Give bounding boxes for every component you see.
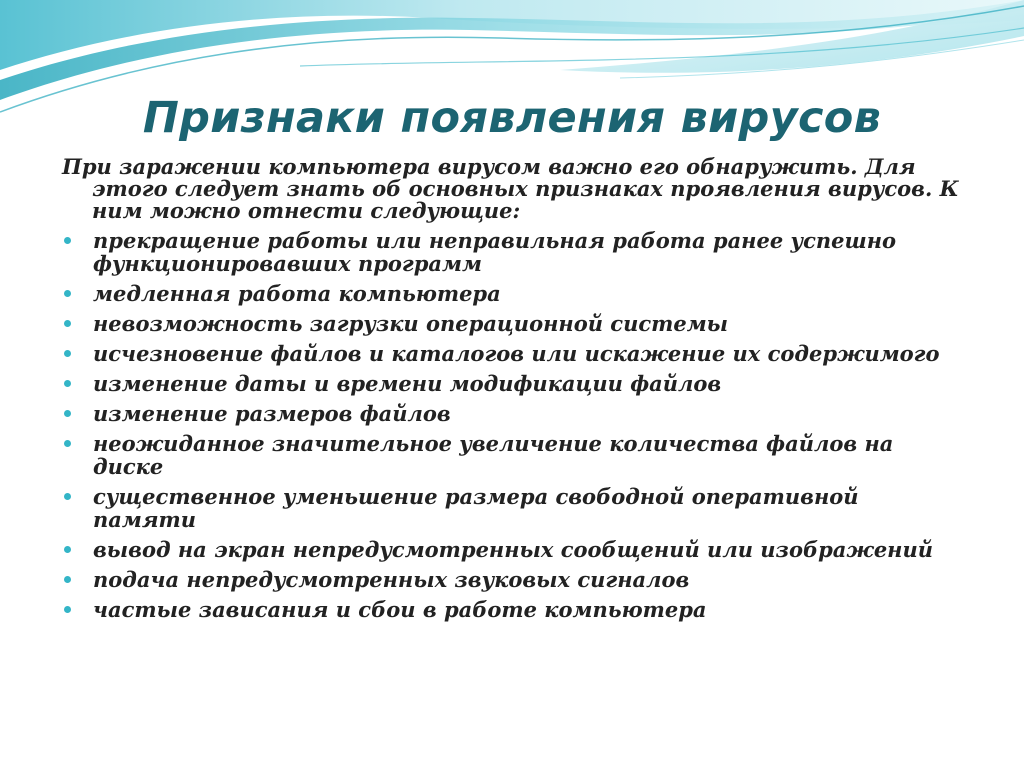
bullet-icon [64,350,71,357]
list-item-text: изменение даты и времени модификации файлов [93,371,722,396]
list-item [62,229,962,275]
bullet-icon [64,493,71,500]
bullet-icon [64,440,71,447]
bullet-icon [64,576,71,583]
list-item [62,342,962,365]
bullet-icon [64,546,71,553]
list-item [62,372,962,395]
bullet-icon [64,320,71,327]
list-item [62,432,962,478]
list-item-text: прекращение работы или неправильная работа ранее успешно функционировавших программ [93,228,897,276]
list-item-text: неожиданное значительное увеличение количества файлов на диске [93,431,894,479]
list-item-text: медленная работа компьютера [93,281,501,306]
list-item-text: подача непредусмотренных звуковых сигналов [93,567,690,592]
slide-body [62,156,962,621]
list-item [62,568,962,591]
bullet-icon [64,606,71,613]
bullet-icon [64,290,71,297]
slide-title: Признаки появления вирусов [142,93,882,143]
list-item-text: изменение размеров файлов [93,401,451,426]
list-item [62,282,962,305]
list-item [62,538,962,561]
list-item-text: частые зависания и сбои в работе компьютера [93,597,707,622]
list-item-text: существенное уменьшение размера свободной оперативной памяти [93,484,859,532]
list-item [62,402,962,425]
list-item [62,312,962,335]
bullet-icon [64,410,71,417]
list-item [62,485,962,531]
list-item-text: невозможность загрузки операционной системы [93,311,729,336]
symptom-list [62,229,962,621]
list-item-text: вывод на экран непредусмотренных сообщений или изображений [93,537,934,562]
list-item-text: исчезновение файлов и каталогов или искажение их содержимого [93,341,940,366]
list-item [62,598,962,621]
intro-paragraph: При заражении компьютера вирусом важно его обнаружить. Для этого следует знать об основных признаках проявления вирусов. К ним можно отнести следующие: [62,154,959,223]
bullet-icon [64,380,71,387]
bullet-icon [64,237,71,244]
